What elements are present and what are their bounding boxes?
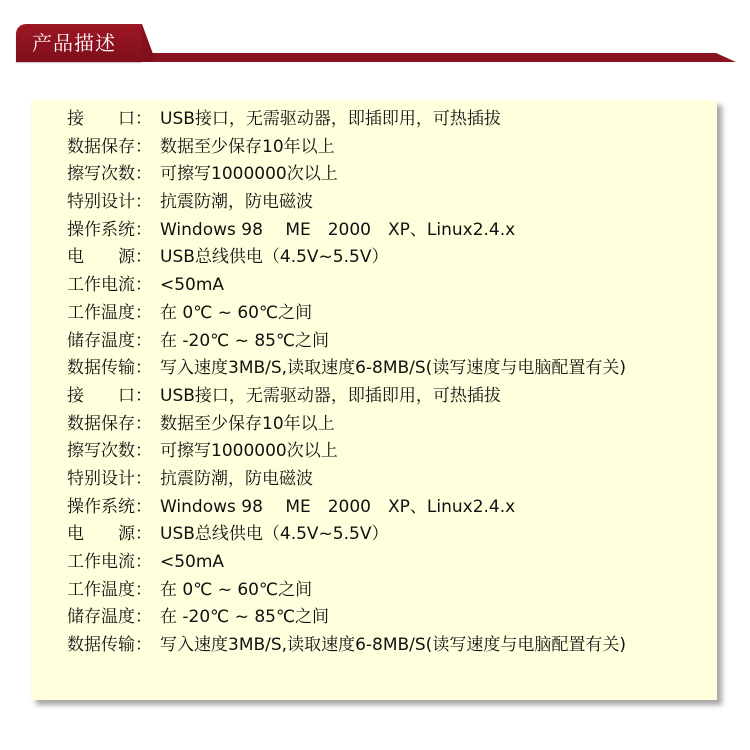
spec-value: 在 -20℃ ~ 85℃之间 bbox=[160, 607, 330, 628]
spec-label: 数据保存： bbox=[67, 413, 152, 434]
spec-row bbox=[67, 494, 707, 522]
spec-row bbox=[67, 300, 707, 328]
spec-value: 数据至少保存10年以上 bbox=[160, 136, 335, 157]
spec-row bbox=[67, 383, 707, 411]
spec-row bbox=[67, 355, 707, 383]
spec-label: 数据传输： bbox=[67, 358, 152, 379]
spec-label: 工作电流： bbox=[67, 552, 152, 572]
spec-label: 接 口： bbox=[67, 109, 152, 129]
spec-value: 写入速度3MB/S,读取速度6-8MB/S(读写速度与电脑配置有关) bbox=[160, 358, 626, 379]
spec-row bbox=[67, 521, 707, 549]
spec-label: 电 源： bbox=[67, 524, 152, 545]
spec-label: 操作系统： bbox=[67, 496, 152, 517]
spec-value: <50mA bbox=[160, 275, 225, 296]
spec-label: 数据保存： bbox=[67, 136, 152, 157]
spec-row bbox=[67, 106, 707, 134]
spec-label: 擦写次数： bbox=[67, 441, 152, 462]
spec-value: <50mA bbox=[160, 552, 225, 572]
spec-row bbox=[67, 549, 707, 577]
spec-label: 接 口： bbox=[67, 385, 152, 406]
spec-row bbox=[67, 632, 707, 660]
spec-value: USB总线供电（4.5V~5.5V） bbox=[160, 247, 389, 268]
spec-row bbox=[67, 604, 707, 632]
spec-row bbox=[67, 272, 707, 300]
spec-value: 写入速度3MB/S,读取速度6-8MB/S(读写速度与电脑配置有关) bbox=[160, 635, 626, 656]
spec-label: 工作温度： bbox=[67, 579, 152, 600]
spec-row bbox=[67, 466, 707, 494]
spec-value: 在 0℃ ~ 60℃之间 bbox=[160, 579, 313, 600]
section-title: 产品描述 bbox=[32, 31, 116, 55]
spec-row bbox=[67, 244, 707, 272]
spec-row bbox=[67, 217, 707, 245]
spec-value: 可擦写1000000次以上 bbox=[160, 441, 338, 462]
section-header bbox=[0, 0, 750, 70]
spec-row bbox=[67, 134, 707, 162]
spec-value: USB接口，无需驱动器，即插即用，可热插拔 bbox=[160, 385, 501, 406]
spec-value: 抗震防潮，防电磁波 bbox=[160, 468, 313, 489]
spec-label: 特别设计： bbox=[67, 468, 152, 489]
spec-row bbox=[67, 189, 707, 217]
spec-row bbox=[67, 411, 707, 439]
spec-value: 可擦写1000000次以上 bbox=[160, 164, 338, 185]
spec-row bbox=[67, 438, 707, 466]
spec-row bbox=[67, 161, 707, 189]
spec-label: 特别设计： bbox=[67, 192, 152, 213]
spec-list bbox=[67, 106, 707, 660]
spec-label: 擦写次数： bbox=[67, 164, 152, 185]
spec-value: Windows 98 ME 2000 XP、Linux2.4.x bbox=[160, 496, 516, 517]
spec-row bbox=[67, 328, 707, 356]
spec-value: 在 -20℃ ~ 85℃之间 bbox=[160, 330, 330, 351]
spec-label: 储存温度： bbox=[67, 330, 152, 351]
spec-label: 电 源： bbox=[67, 247, 152, 268]
spec-label: 操作系统： bbox=[67, 219, 152, 240]
spec-label: 工作电流： bbox=[67, 275, 152, 296]
spec-label: 储存温度： bbox=[67, 607, 152, 628]
spec-value: 数据至少保存10年以上 bbox=[160, 413, 335, 434]
spec-label: 工作温度： bbox=[67, 302, 152, 323]
spec-value: 在 0℃ ~ 60℃之间 bbox=[160, 302, 313, 323]
spec-value: USB接口，无需驱动器，即插即用，可热插拔 bbox=[160, 109, 501, 129]
spec-label: 数据传输： bbox=[67, 635, 152, 656]
section-title-tab bbox=[16, 24, 142, 62]
spec-value: 抗震防潮，防电磁波 bbox=[160, 192, 313, 213]
spec-value: USB总线供电（4.5V~5.5V） bbox=[160, 524, 389, 545]
spec-row bbox=[67, 577, 707, 605]
spec-value: Windows 98 ME 2000 XP、Linux2.4.x bbox=[160, 219, 516, 240]
